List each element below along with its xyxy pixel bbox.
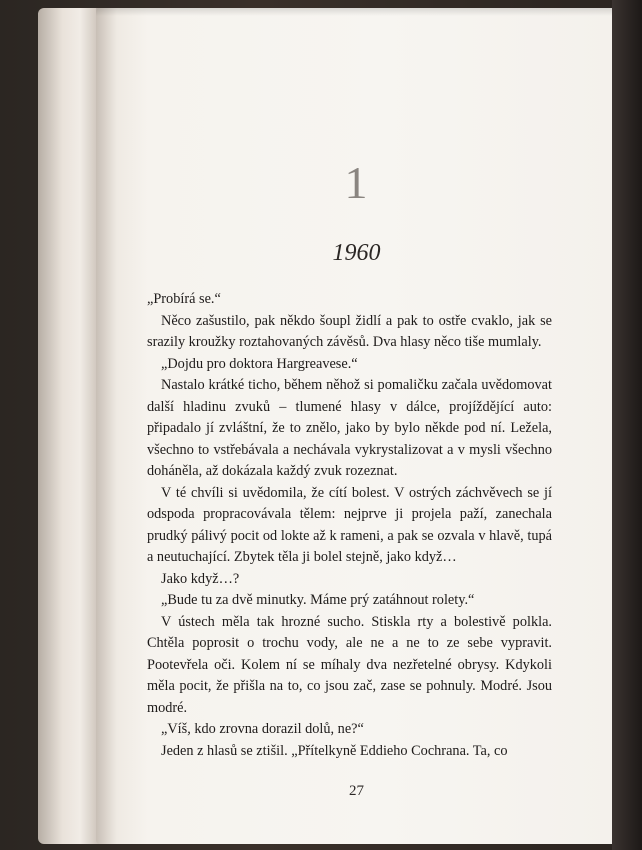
paragraph: „Víš, kdo zrovna dorazil dolů, ne?“: [161, 721, 364, 737]
body-text: [147, 289, 552, 762]
paragraph: Něco zašustilo, pak někdo šoupl židlí a pak to ostře cvaklo, jak se srazily kroužky roztahovaných závěsů. Dva hlasy něco tiše mumlaly.: [147, 312, 552, 350]
chapter-year: 1960: [332, 240, 381, 266]
right-page-edge: [612, 0, 642, 850]
paragraph: Jeden z hlasů se ztišil. „Přítelkyně Eddieho Cochrana. Ta, co: [161, 742, 508, 759]
paragraph: Jako když…?: [161, 570, 240, 587]
paragraph: „Dojdu pro doktora Hargreavese.“: [161, 355, 358, 372]
paragraph: V té chvíli si uvědomila, že cítí bolest. V ostrých záchvěvech se jí odspoda propracovávala tělem: nejprve ji projela paží, zanechala prudký pálivý pocit od lokte až k rameni, a pak se ozvala v hlavě, tupá a neutuchající. Zbytek těla ji bolel stejně, jako když…: [147, 484, 552, 565]
page-shadow: [96, 8, 617, 16]
paragraph: „Probírá se.“: [147, 291, 221, 307]
page-number: 27: [349, 783, 364, 799]
paragraph: „Bude tu za dvě minutky. Máme prý zatáhnout rolety.“: [161, 592, 475, 608]
paragraph: Nastalo krátké ticho, během něhož si pomaličku začala uvědomovat další hladinu zvuků – tlumené hlasy v dálce, projíždějící auto: připadalo jí zvláštní, že to znělo, jako by bylo někde pod ní. Ležela, všechno to vstřebávala a nechávala vykrystalizovat a v mysli všechno doháněla, až dokázala každý zvuk rozeznat.: [147, 377, 552, 479]
paragraph: V ústech měla tak hrozné sucho. Stiskla rty a bolestivě polkla. Chtěla poprosit o trochu vody, ale ne a ne to ze sebe vypravit. Pootevřela oči. Kolem ní se míhaly dva nezřetelné obrysy. Kdykoli měla pocit, že přišla na to, co jsou zač, zase se pohnuly. Modré. Jsou modré.: [147, 613, 552, 716]
chapter-number: 1: [344, 157, 369, 208]
